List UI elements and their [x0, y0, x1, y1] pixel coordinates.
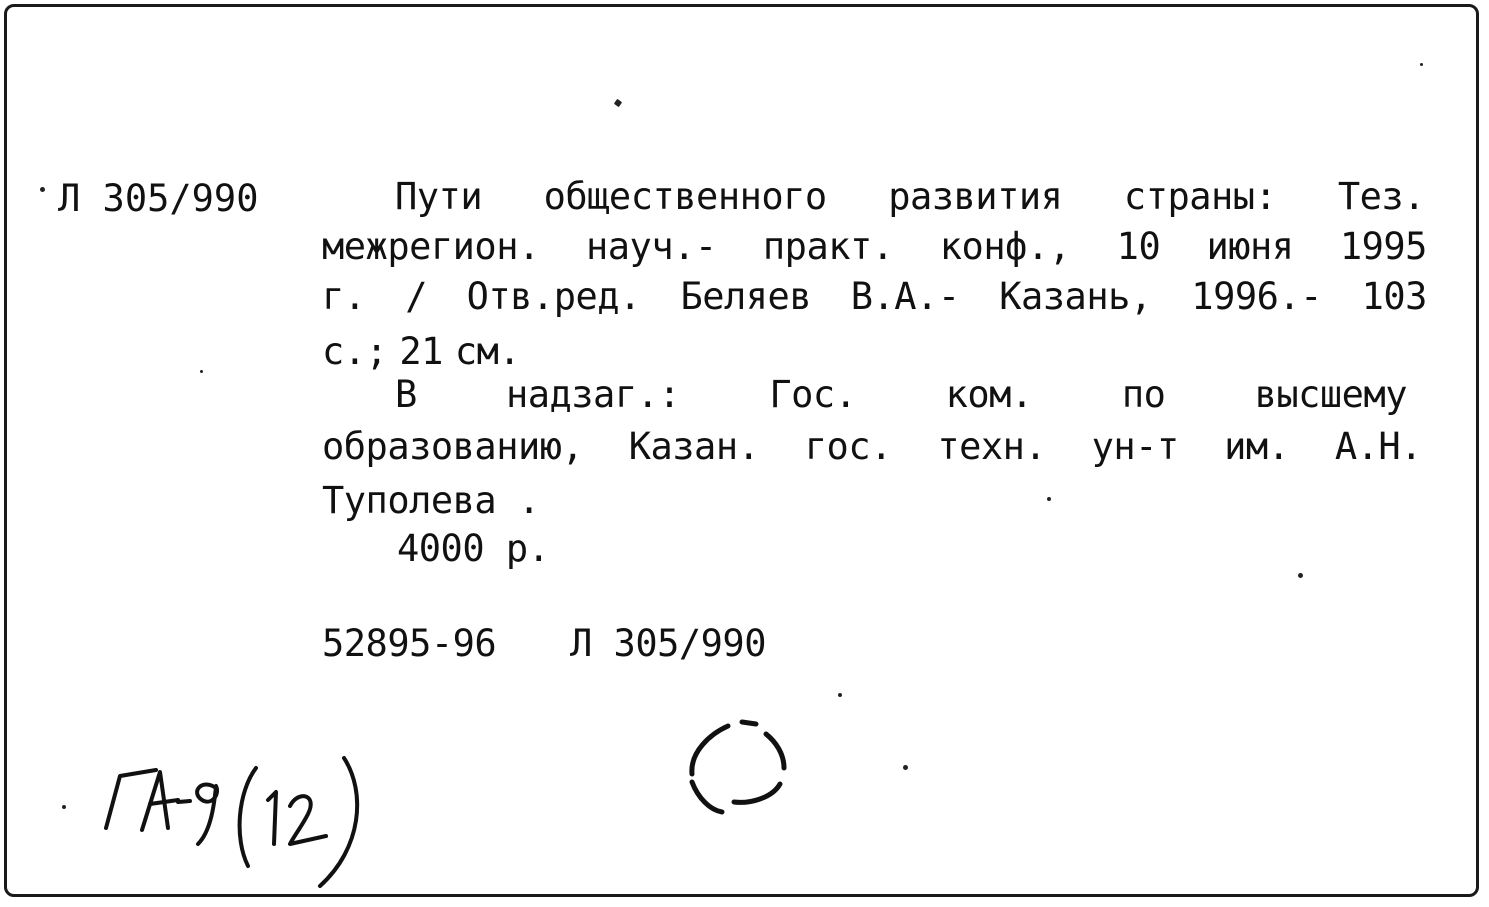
- word: высшему: [1254, 373, 1407, 416]
- title-line-4: [322, 330, 521, 373]
- call-number-bottom: Л 305/990: [570, 622, 766, 665]
- word: см.: [454, 330, 521, 373]
- word: июня: [1206, 225, 1294, 268]
- word: межрегион.: [322, 225, 540, 268]
- scan-speck: [62, 805, 66, 809]
- word: В: [395, 373, 417, 416]
- word: образованию,: [322, 425, 584, 468]
- call-number-top: Л 305/990: [58, 177, 259, 220]
- inventory-number: 52895-96: [322, 622, 497, 665]
- note-line-2: [322, 425, 1422, 468]
- word: Беляев: [680, 275, 812, 318]
- word: В.А.-: [850, 275, 960, 318]
- word: страны:: [1123, 175, 1277, 218]
- word: техн.: [937, 425, 1047, 468]
- title-line-3: [322, 275, 1427, 318]
- word: 103: [1361, 275, 1427, 318]
- word: г.: [322, 275, 366, 318]
- word: А.Н.: [1334, 425, 1422, 468]
- word: практ.: [762, 225, 894, 268]
- scan-speck: [1047, 497, 1051, 501]
- word: им.: [1224, 425, 1290, 468]
- scan-speck: [1298, 573, 1303, 578]
- word: Казан.: [628, 425, 760, 468]
- word: Гос.: [769, 373, 857, 416]
- word: по: [1121, 373, 1166, 416]
- scan-speck: [200, 370, 203, 373]
- word: с.;: [322, 330, 388, 373]
- word: надзаг.:: [505, 373, 681, 416]
- word: общественного: [543, 175, 827, 218]
- title-line-1: [395, 175, 1425, 218]
- title-line-2: [322, 225, 1427, 268]
- word: науч.-: [586, 225, 717, 268]
- scan-speck: [40, 187, 45, 192]
- scan-speck: [838, 693, 842, 697]
- word: ун-т: [1091, 425, 1179, 468]
- word: ком.: [945, 373, 1033, 416]
- word: 1996.-: [1191, 275, 1322, 318]
- word: /: [405, 275, 427, 318]
- word: Отв.ред.: [466, 275, 641, 318]
- note-line-1: [395, 373, 1407, 416]
- word: конф.,: [939, 225, 1071, 268]
- scan-speck: [1420, 63, 1423, 66]
- note-line-3: [322, 479, 540, 522]
- handwritten-shelf-mark: [98, 748, 398, 888]
- scan-speck: [903, 765, 908, 770]
- price: 4000 р.: [397, 527, 550, 570]
- word: 21: [399, 330, 443, 373]
- word: 1995: [1339, 225, 1427, 268]
- word: Тез.: [1337, 175, 1425, 218]
- circle-stamp: [680, 712, 800, 827]
- word: Туполева .: [322, 479, 540, 522]
- word: развития: [888, 175, 1063, 218]
- word: 10: [1116, 225, 1161, 268]
- word: гос.: [804, 425, 892, 468]
- word: Пути: [395, 175, 483, 218]
- word: Казань,: [999, 275, 1152, 318]
